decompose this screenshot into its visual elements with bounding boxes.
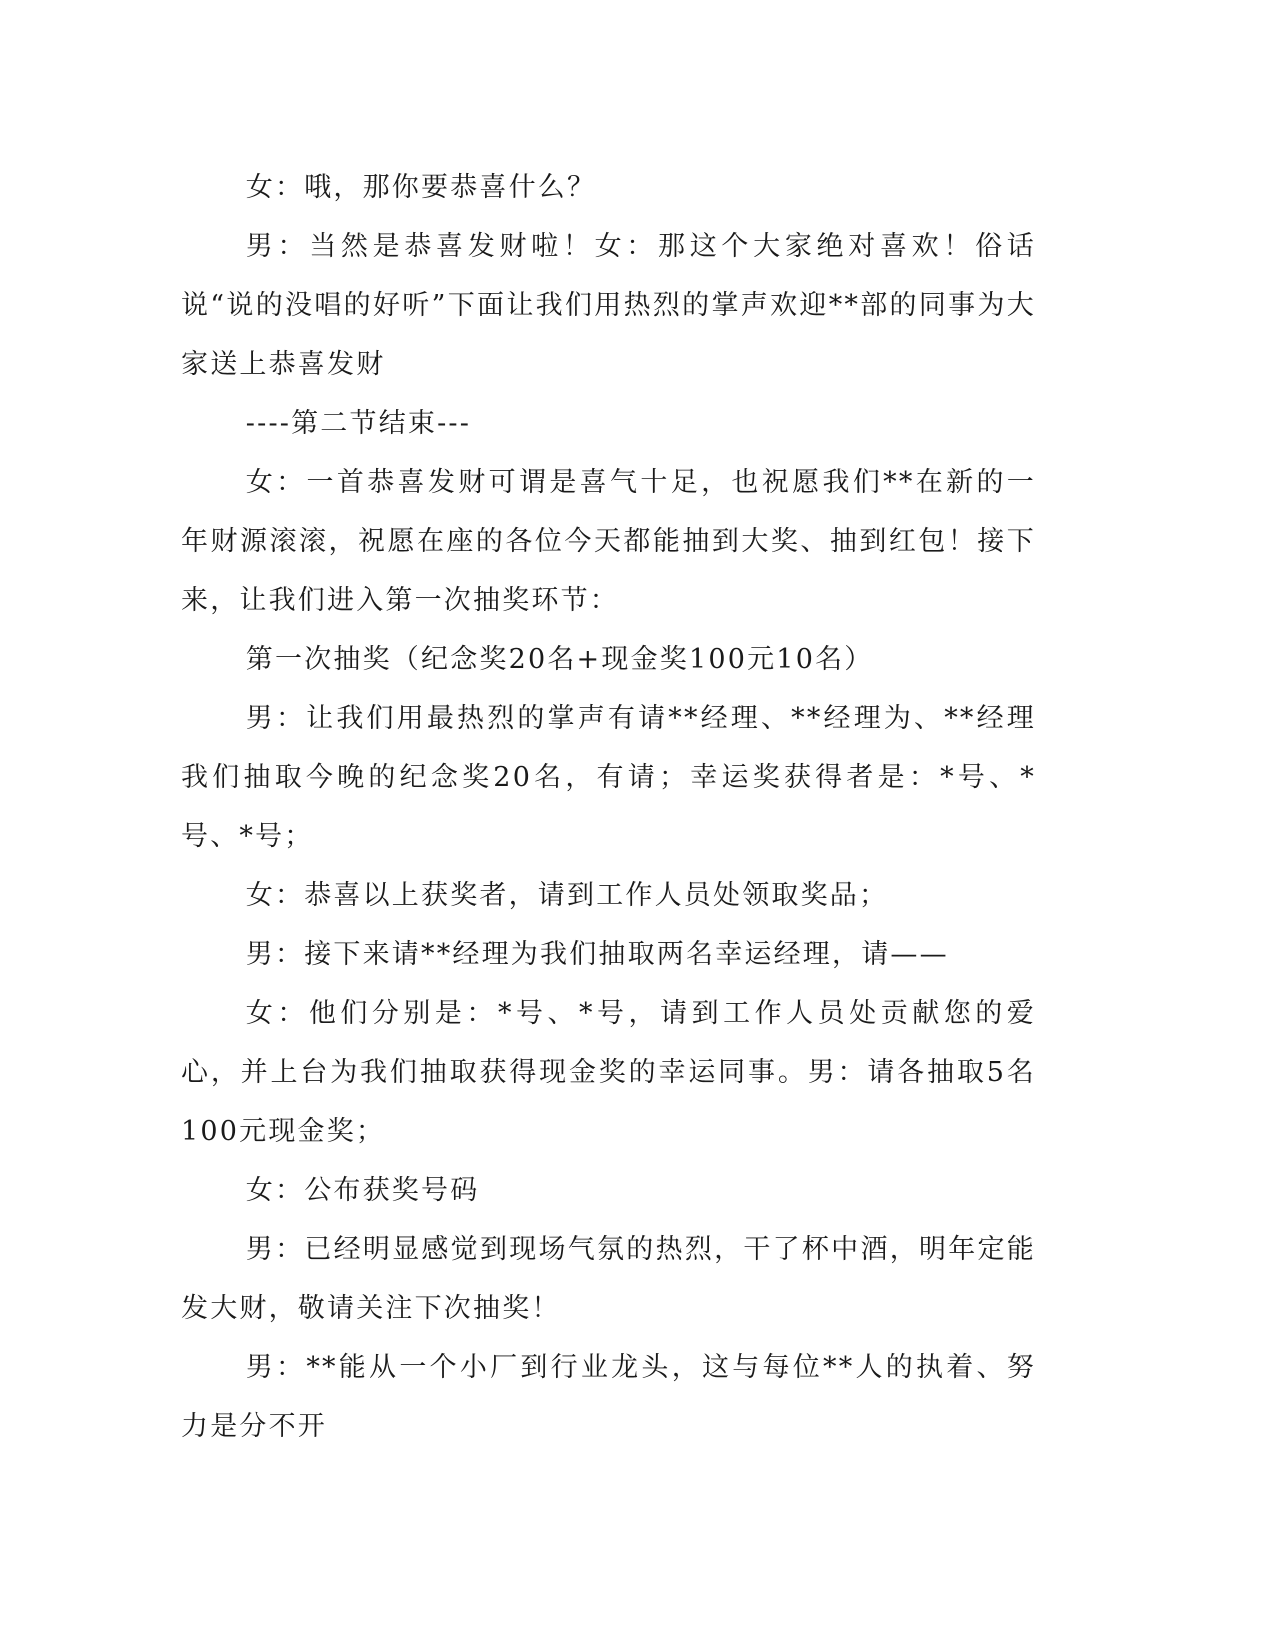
paragraph: 女：他们分别是：*号、*号，请到工作人员处贡献您的爱心，并上台为我们抽取获得现金奖的幸运同事。男：请各抽取5名100元现金奖； xyxy=(181,998,1036,1147)
paragraph: 第一次抽奖（纪念奖20名+现金奖100元10名） xyxy=(245,644,874,675)
paragraph: 女：公布获奖号码 xyxy=(245,1175,480,1206)
paragraph: 女：一首恭喜发财可谓是喜气十足，也祝愿我们**在新的一年财源滚滚，祝愿在座的各位今天都能抽到大奖、抽到红包！接下来，让我们进入第一次抽奖环节： xyxy=(181,467,1036,616)
paragraph: 男：让我们用最热烈的掌声有请**经理、**经理为、**经理我们抽取今晚的纪念奖20名，有请；幸运奖获得者是：*号、*号、*号； xyxy=(181,703,1036,852)
paragraph: 男：当然是恭喜发财啦！女：那这个大家绝对喜欢！俗话说“说的没唱的好听”下面让我们用热烈的掌声欢迎**部的同事为大家送上恭喜发财 xyxy=(181,231,1036,380)
paragraph: 男：**能从一个小厂到行业龙头，这与每位**人的执着、努力是分不开 xyxy=(181,1352,1036,1442)
paragraph: 男：接下来请**经理为我们抽取两名幸运经理，请—— xyxy=(245,939,949,970)
paragraph: 男：已经明显感觉到现场气氛的热烈，干了杯中酒，明年定能发大财，敬请关注下次抽奖！ xyxy=(181,1234,1036,1324)
section-end-marker: ----第二节结束--- xyxy=(245,408,472,439)
paragraph: 女：恭喜以上获奖者，请到工作人员处领取奖品； xyxy=(245,880,889,911)
document-body xyxy=(181,158,1036,1456)
paragraph: 女：哦，那你要恭喜什么？ xyxy=(245,172,597,203)
